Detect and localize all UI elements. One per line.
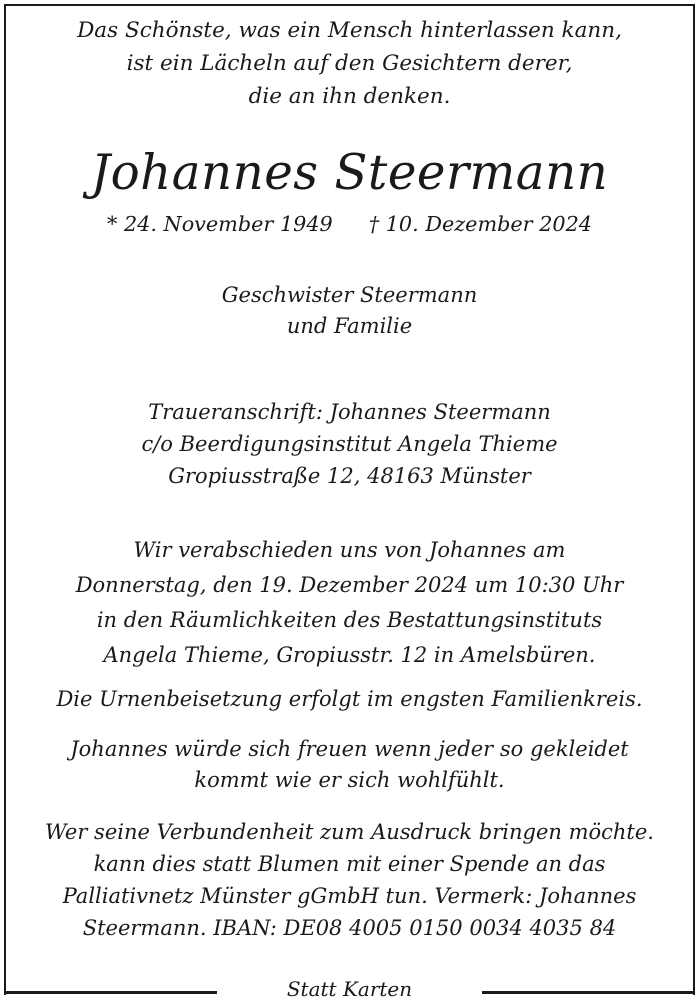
birth-date: * 24. November 1949: [106, 212, 333, 236]
deceased-name: Johannes Steermann: [90, 145, 609, 201]
address-line: c/o Beerdigungsinstitut Angela Thieme: [141, 432, 558, 456]
bottom-rule-left: [4, 991, 217, 994]
urn-burial-note: [0, 683, 699, 715]
donation-line: Palliativnetz Münster gGmbH tun. Vermerk: Johannes: [62, 884, 637, 908]
farewell-line: Wir verabschieden uns von Johannes am: [133, 538, 566, 562]
mourning-address: [0, 396, 699, 492]
farewell-line: Angela Thieme, Gropiusstr. 12 in Amelsbüren.: [103, 643, 596, 667]
life-dates: [0, 207, 699, 241]
family-signature: [0, 280, 699, 342]
death-date: † 10. Dezember 2024: [368, 212, 593, 236]
donation-line: kann dies statt Blumen mit einer Spende an das: [93, 852, 606, 876]
family-line: Geschwister Steermann: [221, 283, 478, 307]
donation-line: Wer seine Verbundenheit zum Ausdruck bringen möchte.: [45, 820, 654, 844]
farewell-line: in den Räumlichkeiten des Bestattungsinstituts: [96, 608, 603, 632]
farewell-line: Donnerstag, den 19. Dezember 2024 um 10:30 Uhr: [75, 573, 624, 597]
donation-line: Steermann. IBAN: DE08 4005 0150 0034 4035 84: [82, 916, 617, 940]
address-line: Gropiusstraße 12, 48163 Münster: [168, 464, 531, 488]
dress-line: Johannes würde sich freuen wenn jeder so gekleidet: [70, 737, 629, 761]
donation-note: [0, 816, 699, 944]
family-line: und Familie: [286, 314, 413, 338]
bottom-rule-right: [482, 991, 695, 994]
urn-line: Die Urnenbeisetzung erfolgt im engsten Familienkreis.: [56, 687, 643, 711]
dress-line: kommt wie er sich wohlfühlt.: [194, 768, 505, 792]
dress-code-note: [0, 734, 699, 796]
statt-karten-label: Statt Karten: [286, 977, 413, 1001]
quote-line: die an ihn denken.: [248, 84, 451, 109]
memorial-quote: [0, 14, 699, 113]
farewell-details: [0, 533, 699, 673]
quote-line: ist ein Lächeln auf den Gesichtern derer,: [126, 51, 573, 76]
quote-line: Das Schönste, was ein Mensch hinterlassen kann,: [77, 18, 622, 43]
address-line: Traueranschrift: Johannes Steermann: [148, 400, 551, 424]
